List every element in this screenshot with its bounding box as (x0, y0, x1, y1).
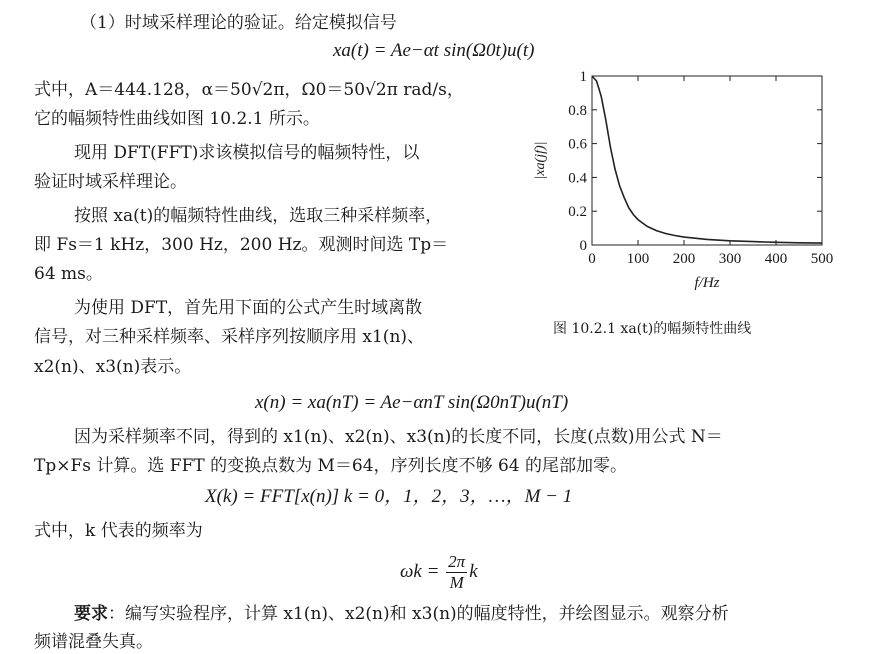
plot-frame (592, 76, 822, 245)
y-tick-label: 0 (579, 238, 587, 254)
text-line-13: Tp×Fs 计算。选 FFT 的变换点数为 M＝64，序列长度不够 64 的尾部加零。 (34, 456, 628, 476)
text-line-1: （1）时域采样理论的验证。给定模拟信号 (80, 13, 397, 33)
fraction (446, 552, 467, 593)
y-tick-label: 0.2 (568, 204, 587, 221)
omega-left: ωk = (400, 561, 440, 582)
text-line-5: 验证时域采样理论。 (34, 172, 187, 192)
figure-caption: 图 10.2.1 xa(t)的幅频特性曲线 (553, 321, 752, 337)
requirement-label: 要求 (74, 604, 108, 624)
text-line-10: 信号，对三种采样频率、采样序列按顺序用 x1(n)、 (34, 327, 425, 347)
text-line-11: x2(n)、x3(n)表示。 (34, 357, 192, 377)
requirement-text: ：编写实验程序，计算 x1(n)、x2(n)和 x3(n)的幅度特性，并绘图显示。观察分析 (108, 604, 729, 624)
y-axis-label: |xa(jf)| (533, 141, 548, 180)
text-line-7: 即 Fs＝1 kHz，300 Hz，200 Hz。观测时间选 Tp＝ (34, 235, 449, 255)
text-line-4: 现用 DFT(FFT)求该模拟信号的幅频特性，以 (74, 143, 420, 163)
text-line-14: 式中，k 代表的频率为 (34, 521, 203, 541)
y-tick-label: 0.4 (568, 170, 587, 187)
equation-fft: X(k) = FFT[x(n)] k = 0，1，2，3，…，M − 1 (205, 486, 573, 507)
text-line-2: 式中，A＝444.128，α＝50√2π，Ω0＝50√2π rad/s， (34, 80, 464, 100)
equation-omega-k (400, 550, 478, 594)
text-line-3: 它的幅频特性曲线如图 10.2.1 所示。 (34, 109, 320, 129)
fraction-denominator: M (449, 573, 464, 593)
requirement-line (74, 603, 729, 625)
y-tick-label: 0.6 (568, 136, 587, 153)
equation-discrete-signal: x(n) = xa(nT) = Ae−αnT sin(Ω0nT)u(nT) (255, 392, 569, 413)
equation-signal: xa(t) = Ae−αt sin(Ω0t)u(t) (333, 40, 535, 61)
y-tick-label: 0.8 (568, 102, 587, 119)
x-tick-label: 300 (718, 251, 742, 267)
x-tick-label: 200 (672, 251, 696, 267)
text-line-12: 因为采样频率不同，得到的 x1(n)、x2(n)、x3(n)的长度不同，长度(点数)用公式 N＝ (74, 427, 723, 447)
x-tick-label: 100 (626, 251, 650, 267)
text-line-6: 按照 xa(t)的幅频特性曲线，选取三种采样频率， (74, 206, 443, 226)
magnitude-curve (592, 76, 822, 243)
text-line-9: 为使用 DFT，首先用下面的公式产生时域离散 (74, 298, 423, 318)
x-axis-label: f/Hz (694, 275, 720, 291)
x-tick-label: 500 (810, 251, 834, 267)
fraction-numerator: 2π (448, 552, 466, 572)
omega-right: k (469, 561, 478, 582)
text-line-16: 频谱混叠失真。 (34, 632, 153, 652)
magnitude-response-chart (500, 64, 840, 326)
x-tick-label: 400 (764, 251, 788, 267)
y-tick-label: 1 (579, 69, 587, 85)
x-tick-label: 0 (588, 251, 596, 267)
text-line-8: 64 ms。 (34, 264, 103, 284)
